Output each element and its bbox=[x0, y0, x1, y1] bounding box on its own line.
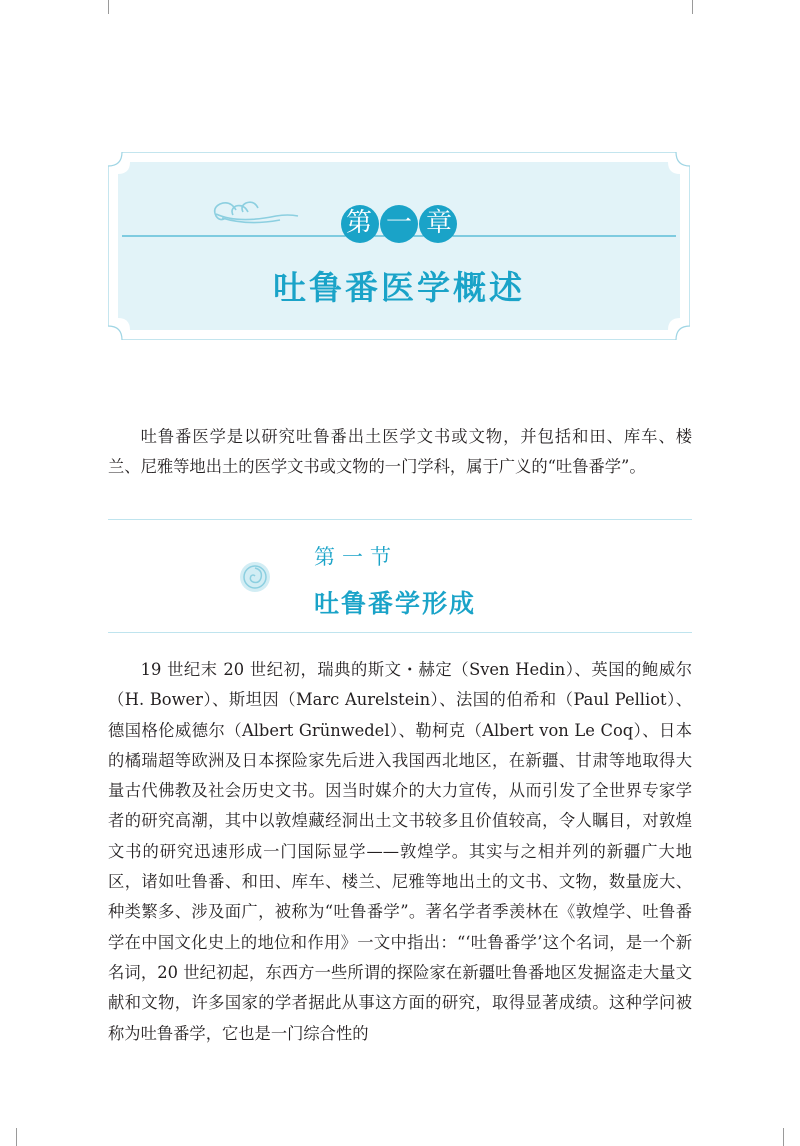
crop-mark-bottom bbox=[16, 1128, 17, 1146]
section-rule-bottom bbox=[108, 632, 692, 633]
section-label: 第一节 bbox=[314, 545, 398, 569]
chapter-heading-panel bbox=[108, 152, 690, 340]
swirl-ornament-icon bbox=[238, 560, 272, 594]
intro-paragraph: 吐鲁番医学是以研究吐鲁番出土医学文书或文物，并包括和田、库车、楼兰、尼雅等地出土的医学文书或文物的一门学科，属于广义的“吐鲁番学”。 bbox=[108, 427, 692, 477]
crop-mark-top bbox=[108, 0, 109, 14]
chapter-label: 第一章 bbox=[345, 208, 466, 238]
crop-mark-top bbox=[692, 0, 693, 14]
chapter-frame bbox=[108, 152, 690, 340]
chapter-title: 吐鲁番医学概述 bbox=[273, 268, 525, 307]
crop-mark-bottom bbox=[783, 1128, 784, 1146]
section-title: 吐鲁番学形成 bbox=[314, 589, 477, 618]
section-rule-top bbox=[108, 519, 692, 520]
body-paragraph: 19 世纪末 20 世纪初，瑞典的斯文・赫定（Sven Hedin）、英国的鲍威尔（H. Bower）、斯坦因（Marc Aurelstein）、法国的伯希和（Paul Pelliot）、德国格伦威德尔（Albert Grünwedel）、勒柯克（Albert von Le Coq）、日本的橘瑞超等欧洲及日本探险家先后进入我国西北地区，在新疆、甘肃等地取得大量古代佛教及社会历史文书。因当时媒介的大力宣传，从而引发了全世界专家学者的研究高潮，其中以敦煌藏经洞出土文书较多且价值较高，令人瞩目，对敦煌文书的研究迅速形成一门国际显学——敦煌学。其实与之相并列的新疆广大地区，诸如吐鲁番、和田、库车、楼兰、尼雅等地出土的文书、文物，数量庞大、种类繁多、涉及面广，被称为“吐鲁番学”。著名学者季羡林在《敦煌学、吐鲁番学在中国文化史上的地位和作用》一文中指出：“‘吐鲁番学’这个名词，是一个新名词，20 世纪初起，东西方一些所谓的探险家在新疆吐鲁番地区发掘盗走大量文献和文物，许多国家的学者据此从事这方面的研究，取得显著成绩。这种学问被称为吐鲁番学，它也是一门综合性的 bbox=[108, 660, 692, 1043]
